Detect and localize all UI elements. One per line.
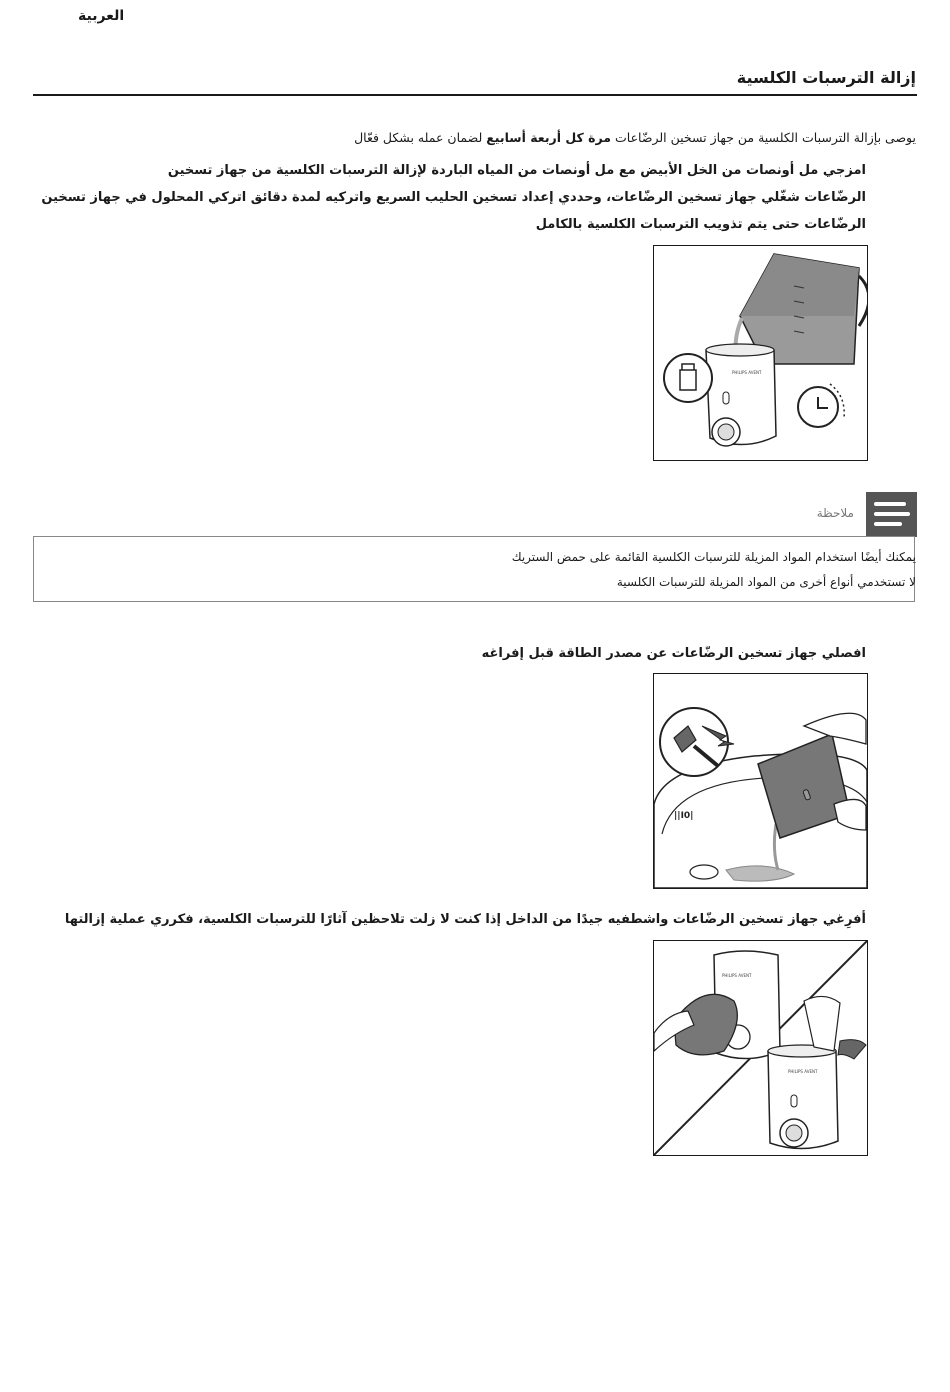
step-1-text	[41, 157, 866, 238]
intro-prefix: يوصى بإزالة الترسبات الكلسية من جهاز تسخين الرضّاعات	[611, 130, 916, 145]
illustration-wipe-and-rinse	[653, 940, 868, 1156]
rinsed-device-brand-mark: PHILIPS AVENT	[788, 1069, 818, 1074]
intro-emphasis: مرة كل أربعة أسابيع	[486, 130, 612, 145]
section-title: إزالة الترسبات الكلسية	[736, 68, 916, 87]
title-divider	[33, 94, 917, 96]
sink-mark: ||I0|	[674, 811, 694, 821]
wiped-device-brand-mark: PHILIPS AVENT	[722, 973, 752, 978]
note-line-1: يمكنك أيضًا استخدام المواد المزيلة للترسبات الكلسية القائمة على حمض الستريك	[511, 550, 916, 564]
step-1-line-3: الرضّاعات حتى يتم تذويب الترسبات الكلسية بالكامل	[535, 217, 866, 232]
device-brand-mark: PHILIPS AVENT	[732, 370, 762, 375]
note-line-2: لا تستخدمي أنواع أخرى من المواد المزيلة للترسبات الكلسية	[616, 575, 916, 589]
step-3-line-1: أفرِغي جهاز تسخين الرضّاعات واشطفيه جيدًا من الداخل إذا كنت لا زلت تلاحظين آثارًا للترسبات الكلسية، فكرري عملية إزالتها	[64, 912, 866, 927]
note-box	[33, 536, 915, 602]
intro-suffix: لضمان عمله بشكل فعّال	[354, 130, 487, 145]
intro-paragraph	[354, 130, 916, 145]
illustration-pouring-vinegar	[653, 245, 868, 461]
step-2-text	[482, 640, 866, 667]
step-3-text	[65, 906, 866, 933]
note-label: ملاحظة	[816, 506, 854, 520]
step-2-line-1: افصلي جهاز تسخين الرضّاعات عن مصدر الطاقة قبل إفراغه	[481, 646, 866, 661]
step-1-line-2: الرضّاعات شغّلي جهاز تسخين الرضّاعات، وحددي إعداد تسخين الحليب السريع واتركيه لمدة دقائق اتركي المحلول في جهاز تسخين	[41, 190, 866, 205]
illustration-unplug-and-empty	[653, 673, 868, 889]
note-icon	[866, 492, 917, 537]
step-1-line-1: امزجي مل أونصات من الخل الأبيض مع مل أونصات من المياه الباردة لإزالة الترسبات الكلسية من جهاز تسخين	[167, 163, 866, 178]
language-label: العربية	[78, 8, 125, 24]
